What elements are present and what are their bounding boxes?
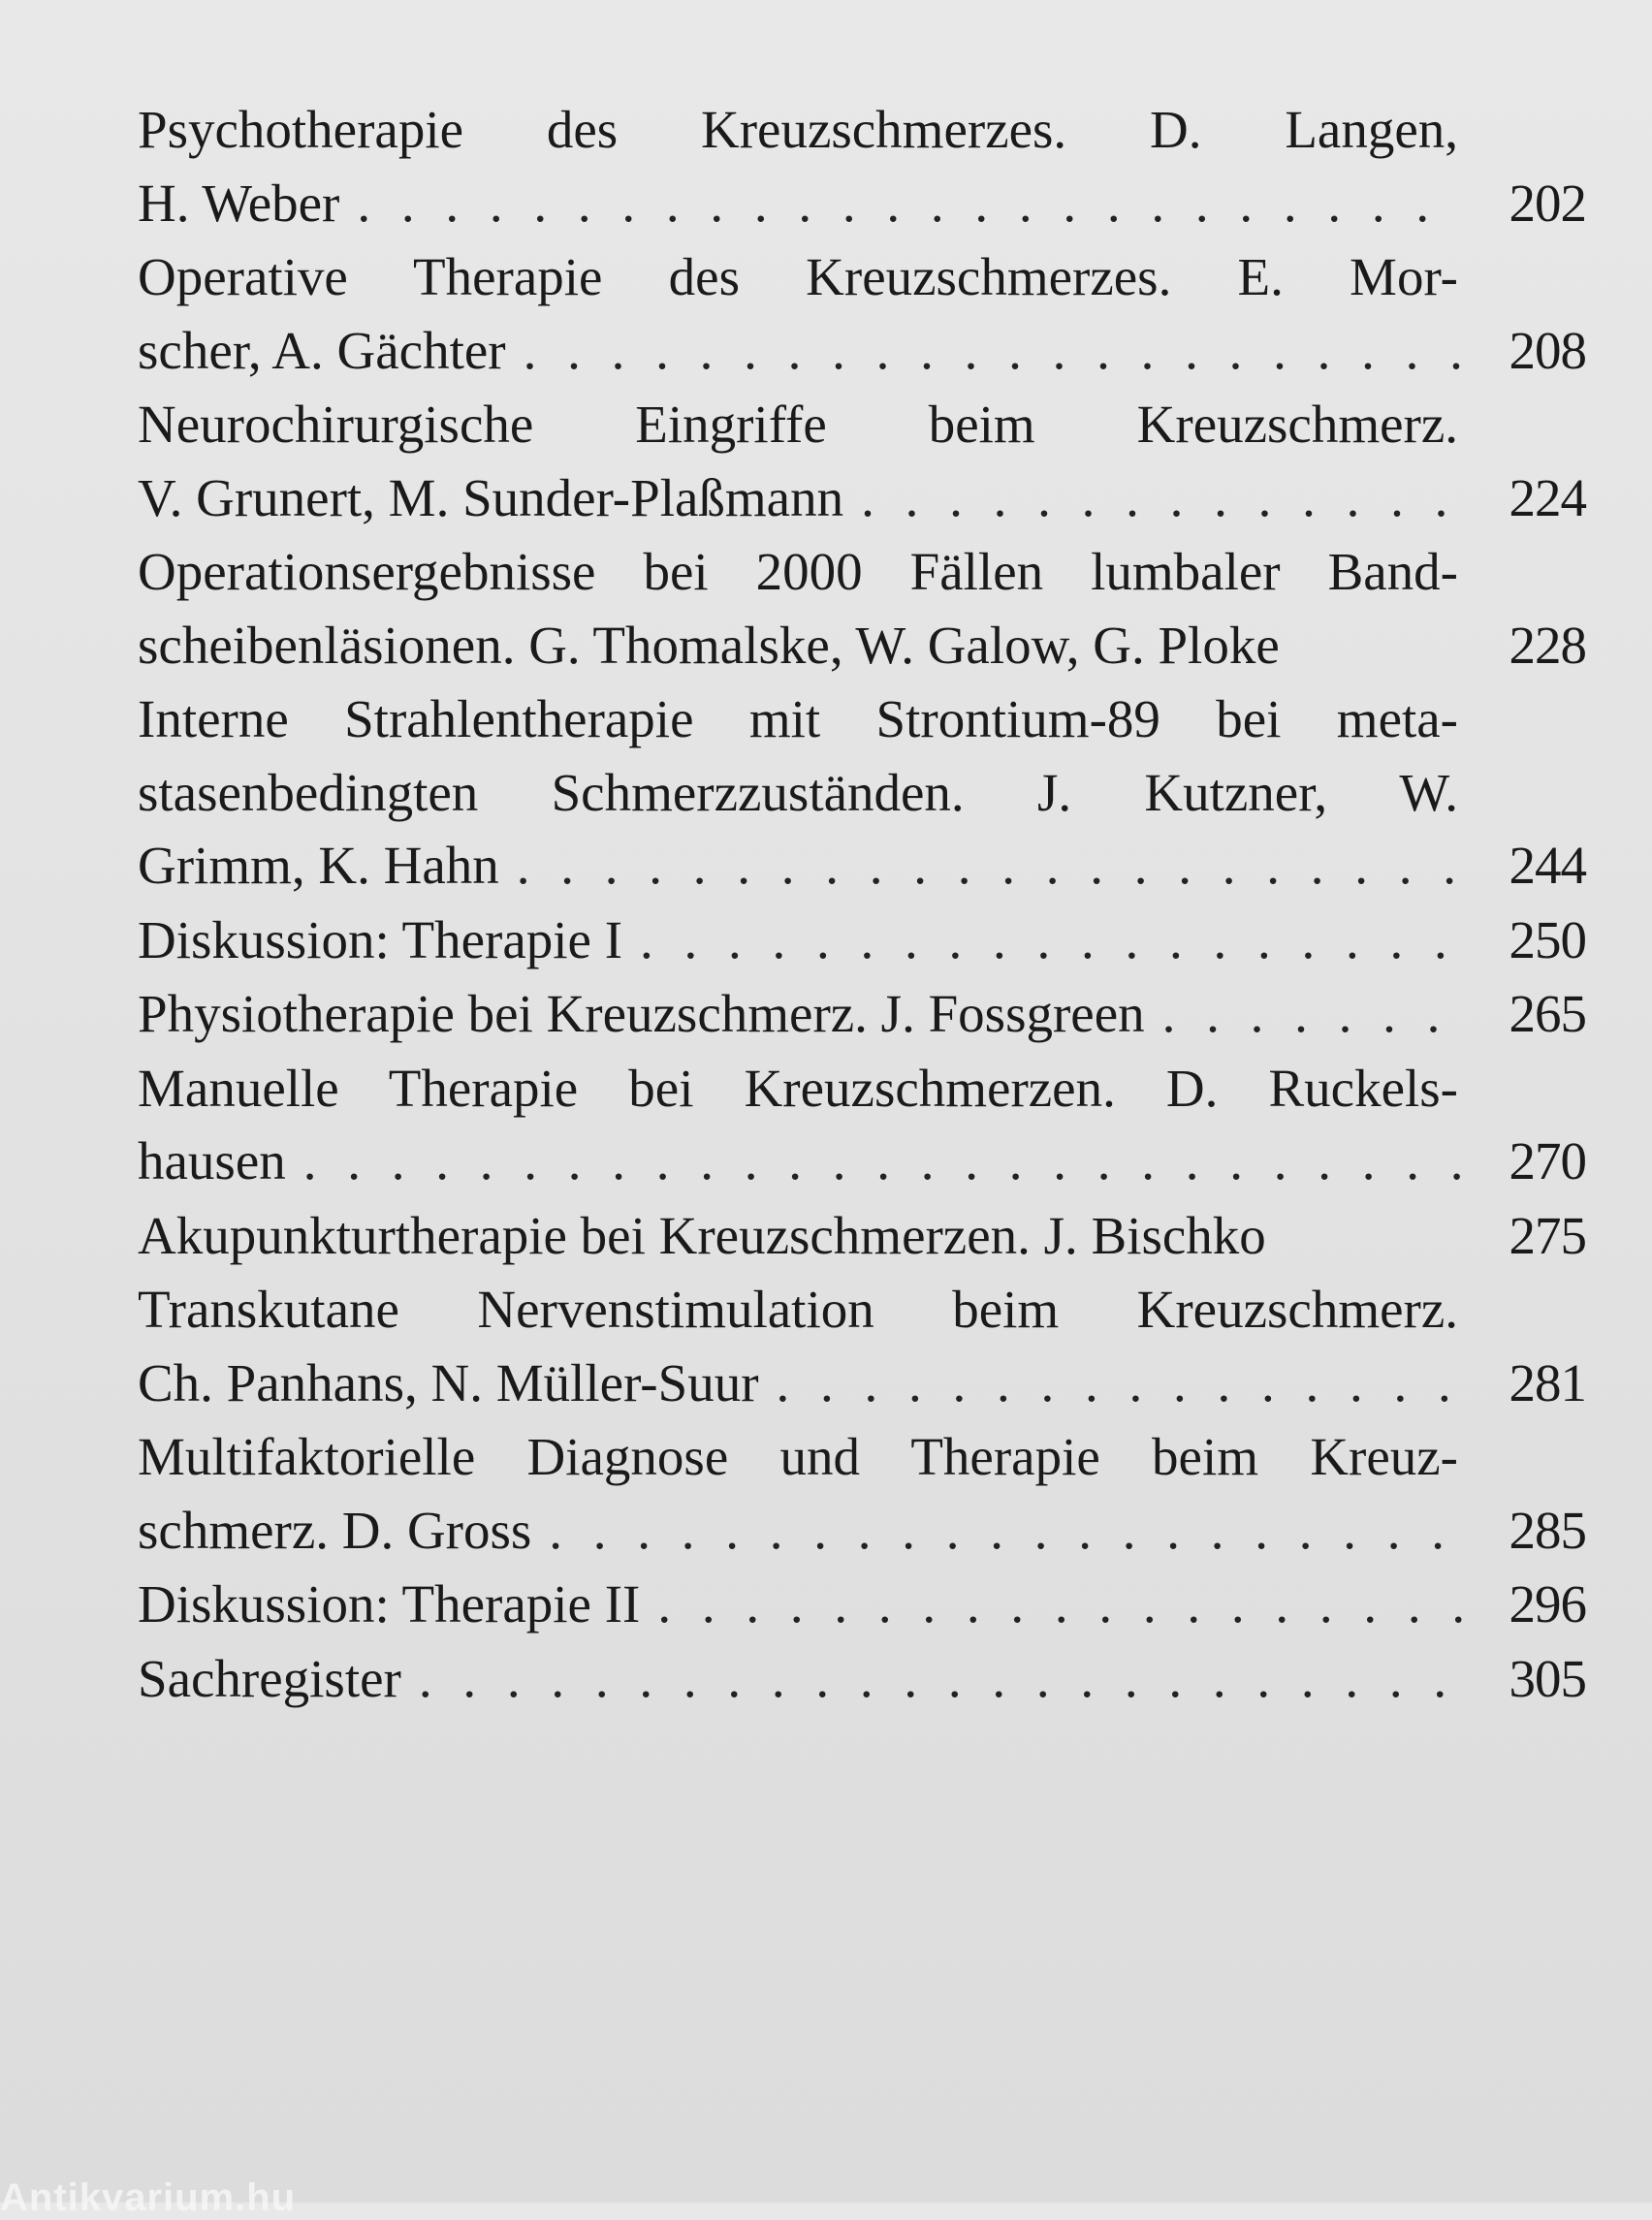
toc-entry-title-end: Akupunkturtherapie bei Kreuzschmerzen. J. Bischko <box>138 1205 1266 1265</box>
dot-leader <box>419 1642 1462 1716</box>
toc-page-number: 285 <box>1509 1500 1586 1560</box>
toc-page-number: 224 <box>1509 467 1586 527</box>
toc-page-number: 228 <box>1509 615 1586 675</box>
toc-entry-final-line <box>138 1568 1586 1641</box>
toc-entry-title-line: Operative Therapie des Kreuzschmerzes. E. Mor- <box>138 247 1458 306</box>
toc-entry <box>138 977 1586 1051</box>
toc-entry-final-line <box>138 829 1586 903</box>
dot-leader <box>549 1494 1462 1568</box>
toc-entry-final-line <box>138 167 1586 240</box>
toc-entry-title-end: V. Grunert, M. Sunder-Plaßmann <box>138 467 844 527</box>
toc-entry-final-line <box>138 1199 1586 1273</box>
toc-entry-final-line <box>138 314 1586 388</box>
toc-entry-final-line <box>138 461 1586 535</box>
toc-entry-title-line: Interne Strahlentherapie mit Strontium-89 bei meta- <box>138 689 1458 748</box>
dot-leader <box>777 1347 1462 1420</box>
toc-entry-title-line: Neurochirurgische Eingriffe beim Kreuzschmerz. <box>138 395 1458 454</box>
dot-leader <box>303 1125 1462 1198</box>
dot-leader <box>517 829 1462 903</box>
toc-entry <box>138 240 1586 387</box>
toc-entry <box>138 682 1586 903</box>
toc-entry-final-line <box>138 904 1586 977</box>
toc-entry <box>138 388 1586 534</box>
dot-leader <box>640 904 1462 977</box>
toc-entry-final-line <box>138 1494 1586 1568</box>
toc-page-number: 250 <box>1509 909 1586 969</box>
toc-page-number: 244 <box>1509 836 1586 895</box>
toc-entry <box>138 1273 1586 1419</box>
toc-page-number: 275 <box>1509 1205 1586 1265</box>
toc-page-number: 281 <box>1509 1352 1586 1412</box>
toc-entry-title-end: scheibenläsionen. G. Thomalske, W. Galow, G. Ploke <box>138 615 1280 675</box>
toc-entry-title-end: scher, A. Gächter <box>138 320 506 380</box>
toc-entry-title-end: Diskussion: Therapie II <box>138 1574 641 1633</box>
toc-entry <box>138 904 1586 977</box>
toc-entry-final-line <box>138 977 1586 1051</box>
dot-leader <box>1162 977 1462 1051</box>
toc-entry-title-end: Physiotherapie bei Kreuzschmerz. J. Fossgreen <box>138 984 1145 1043</box>
toc-entry-title-line: stasenbedingten Schmerzzuständen. J. Kutzner, W. <box>138 762 1458 822</box>
table-of-contents <box>138 93 1586 1716</box>
toc-entry <box>138 1420 1586 1567</box>
dot-leader <box>861 461 1462 535</box>
toc-entry-title-end: Grimm, K. Hahn <box>138 836 499 895</box>
toc-entry-title-end: schmerz. D. Gross <box>138 1500 532 1560</box>
toc-entry-title-end: hausen <box>138 1131 286 1190</box>
toc-entry-title-line: Operationsergebnisse bei 2000 Fällen lumbaler Band- <box>138 542 1458 601</box>
toc-entry <box>138 1568 1586 1641</box>
toc-entry-final-line <box>138 609 1586 682</box>
toc-entry-final-line <box>138 1125 1586 1198</box>
toc-entry-title-line: Manuelle Therapie bei Kreuzschmerzen. D. Ruckels- <box>138 1058 1458 1118</box>
toc-page-number: 305 <box>1509 1648 1586 1708</box>
toc-entry <box>138 1642 1586 1716</box>
dot-leader <box>657 1568 1462 1641</box>
toc-entry-title-end: Diskussion: Therapie I <box>138 909 623 969</box>
toc-entry-title-end: Sachregister <box>138 1648 401 1708</box>
toc-entry-title-end: Ch. Panhans, N. Müller-Suur <box>138 1352 759 1412</box>
toc-entry-title-end: H. Weber <box>138 173 340 233</box>
toc-entry-title-line: Transkutane Nervenstimulation beim Kreuzschmerz. <box>138 1280 1458 1339</box>
toc-page-number: 265 <box>1509 984 1586 1043</box>
dot-leader <box>357 167 1462 240</box>
toc-entry <box>138 1052 1586 1198</box>
toc-entry <box>138 93 1586 239</box>
toc-entry <box>138 1199 1586 1273</box>
toc-entry-title-line: Multifaktorielle Diagnose und Therapie beim Kreuz- <box>138 1427 1458 1486</box>
watermark: Antikvarium.hu <box>0 2176 297 2219</box>
dot-leader <box>524 314 1462 388</box>
toc-entry-final-line <box>138 1642 1586 1716</box>
toc-page-number: 270 <box>1509 1131 1586 1190</box>
toc-page-number: 296 <box>1509 1574 1586 1633</box>
toc-page-number: 202 <box>1509 173 1586 233</box>
toc-entry <box>138 535 1586 682</box>
toc-entry-title-line: Psychotherapie des Kreuzschmerzes. D. Langen, <box>138 100 1458 159</box>
toc-page-number: 208 <box>1509 320 1586 380</box>
toc-entry-final-line <box>138 1347 1586 1420</box>
